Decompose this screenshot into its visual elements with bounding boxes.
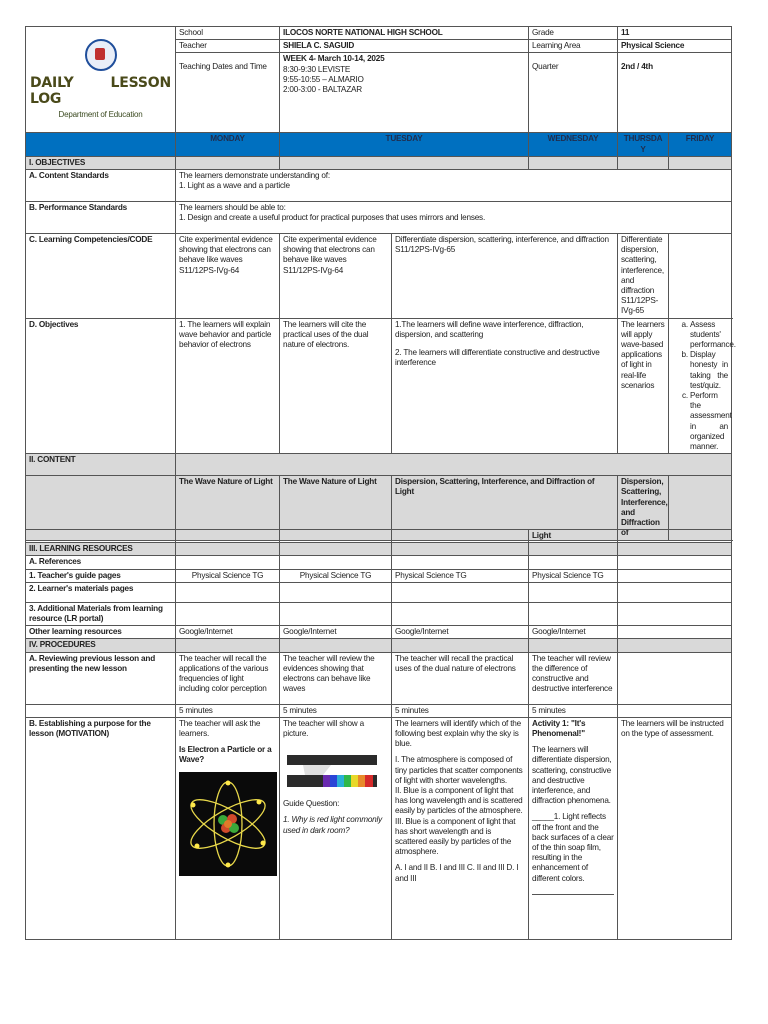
references-label: A. References — [26, 556, 176, 569]
review-thursday: The teacher will review the difference of constructive and destructive interference — [529, 652, 618, 704]
review-tuesday: The teacher will review the evidences showing that electrons can behave like waves — [280, 652, 392, 704]
answer-blank — [532, 884, 614, 895]
objectives-label: D. Objectives — [26, 318, 176, 454]
deped-seal-icon — [85, 39, 117, 71]
daily-lesson-log-title: DAILY LESSON LOG — [30, 75, 171, 108]
other-wednesday: Google/Internet — [392, 626, 529, 639]
objective-monday: 1. The learners will explain wave behavior and particle behavior of electrons — [176, 318, 280, 454]
section-objectives: I. OBJECTIVES — [26, 156, 176, 169]
competency-tuesday: Cite experimental evidence showing that electrons can behave like waves S11/12PS-IVg-64 — [280, 234, 392, 319]
additional-materials-label: 3. Additional Materials from learning resource (LR portal) — [26, 602, 176, 625]
lesson-log-page-2 — [25, 529, 731, 940]
teacher-label: Teacher — [176, 40, 280, 53]
tg-thursday: Physical Science TG — [529, 569, 618, 582]
day-header-thursday: THURSDA Y — [618, 133, 669, 156]
school-value: ILOCOS NORTE NATIONAL HIGH SCHOOL — [280, 27, 529, 40]
lesson-log-page-1 — [25, 26, 736, 541]
review-label: A. Reviewing previous lesson and presenting the new lesson — [26, 652, 176, 704]
time-wednesday: 5 minutes — [392, 704, 529, 717]
objective-wednesday: 1.The learners will define wave interference, diffraction, dispersion, and scattering 2. The learners will differentiate constructive and destructive interference — [392, 318, 618, 454]
learning-area-value: Physical Science — [618, 40, 732, 53]
content-standards-label: A. Content Standards — [26, 170, 176, 202]
motivation-monday: The teacher will ask the learners. Is Electron a Particle or a Wave? — [176, 717, 280, 939]
motivation-thursday: Activity 1: "It's Phenomenal!" The learners will differentiate dispersion, scattering, constructive and destructive interference, and diffraction phenomena. _____1. Light reflects off the front and the back surfaces of a clear of the thin soap film, resulting in the enhancement of different colors. — [529, 717, 618, 939]
grade-value: 11 — [618, 27, 732, 40]
section-content: II. CONTENT — [26, 454, 176, 476]
teaching-dates-value: WEEK 4- March 10-14, 2025 8:30-9:30 LEVISTE 9:55-10:55 – ALMARIO 2:00-3:00 - BALTAZAR — [280, 53, 529, 133]
quarter-label: Quarter — [529, 53, 618, 133]
content-wednesday: Dispersion, Scattering, Interference, and Diffraction of Light — [392, 476, 618, 540]
content-thursday: Dispersion, Scattering, Interference, and Diffraction of — [618, 476, 669, 540]
section-resources: III. LEARNING RESOURCES — [26, 543, 176, 556]
content-monday: The Wave Nature of Light — [176, 476, 280, 540]
day-header-monday: MONDAY — [176, 133, 280, 156]
day-header-tuesday: TUESDAY — [280, 133, 529, 156]
tg-label: 1. Teacher's guide pages — [26, 569, 176, 582]
department-label: Department of Education — [58, 110, 143, 120]
time-tuesday: 5 minutes — [280, 704, 392, 717]
motivation-tuesday: The teacher will show a picture. Guide Question: 1. Why is red light commonly used in dark room? — [280, 717, 392, 939]
motivation-friday: The learners will be instructed on the type of assessment. — [618, 717, 732, 939]
time-thursday: 5 minutes — [529, 704, 618, 717]
tg-monday: Physical Science TG — [176, 569, 280, 582]
lm-label: 2. Learner's materials pages — [26, 582, 176, 602]
other-monday: Google/Internet — [176, 626, 280, 639]
day-header-friday: FRIDAY — [669, 133, 732, 156]
other-tuesday: Google/Internet — [280, 626, 392, 639]
deped-logo-block — [26, 27, 176, 133]
motivation-label: B. Establishing a purpose for the lesson (MOTIVATION) — [26, 717, 176, 939]
performance-standards-label: B. Performance Standards — [26, 202, 176, 234]
objective-thursday: The learners will apply wave-based applications of light in real-life scenarios — [618, 318, 669, 454]
atom-image — [179, 772, 277, 876]
quarter-value: 2nd / 4th — [618, 53, 732, 133]
content-thursday-cont: Light — [529, 530, 618, 543]
review-monday: The teacher will recall the applications of the various frequencies of light including color perception — [176, 652, 280, 704]
grade-label: Grade — [529, 27, 618, 40]
other-thursday: Google/Internet — [529, 626, 618, 639]
competencies-label: C. Learning Competencies/CODE — [26, 234, 176, 319]
objective-friday-item: c. Perform the assessment in an organized manner. — [690, 391, 728, 452]
objective-friday-item: b. Display honesty in taking the test/quiz. — [690, 350, 728, 391]
objective-friday — [669, 318, 736, 454]
competency-wednesday: Differentiate dispersion, scattering, interference, and diffraction S11/12PS-IVg-65 — [392, 234, 618, 319]
performance-standards-value: The learners should be able to: 1. Design and create a useful product for practical purposes that uses mirrors and lenses. — [176, 202, 732, 234]
motivation-wednesday: The learners will identify which of the following best explain why the sky is blue. I. The atmosphere is composed of tiny particles that scatter components of light with shorter wavelengths. II. Blue is a component of light that has long wavelength and is scattered easily by particles of the atmosphere. III. Blue is a component of light that has short wavelength and is scattered easily by particles of the atmosphere. A. I and II B. I and III C. II and III D. I and III — [392, 717, 529, 939]
tg-wednesday: Physical Science TG — [392, 569, 529, 582]
objective-friday-item: a. Assess students' performance. — [690, 320, 728, 351]
competency-monday: Cite experimental evidence showing that electrons can behave like waves S11/12PS-IVg-64 — [176, 234, 280, 319]
tg-tuesday: Physical Science TG — [280, 569, 392, 582]
competency-thursday: Differentiate dispersion, scattering, interference, and diffraction S11/12PS-IVg-65 — [618, 234, 669, 319]
day-header-blank — [26, 133, 176, 156]
day-header-wednesday: WEDNESDAY — [529, 133, 618, 156]
school-label: School — [176, 27, 280, 40]
content-tuesday: The Wave Nature of Light — [280, 476, 392, 540]
time-monday: 5 minutes — [176, 704, 280, 717]
content-standards-value: The learners demonstrate understanding of: 1. Light as a wave and a particle — [176, 170, 732, 202]
spectrum-image — [283, 745, 381, 795]
learning-area-label: Learning Area — [529, 40, 618, 53]
teacher-value: SHIELA C. SAGUID — [280, 40, 529, 53]
section-procedures: IV. PROCEDURES — [26, 639, 176, 652]
teaching-dates-label: Teaching Dates and Time — [176, 53, 280, 133]
other-resources-label: Other learning resources — [26, 626, 176, 639]
objective-tuesday: The learners will cite the practical uses of the dual nature of electrons. — [280, 318, 392, 454]
header-table — [25, 26, 736, 541]
procedures-table — [25, 529, 732, 940]
review-wednesday: The teacher will recall the practical uses of the dual nature of electrons — [392, 652, 529, 704]
